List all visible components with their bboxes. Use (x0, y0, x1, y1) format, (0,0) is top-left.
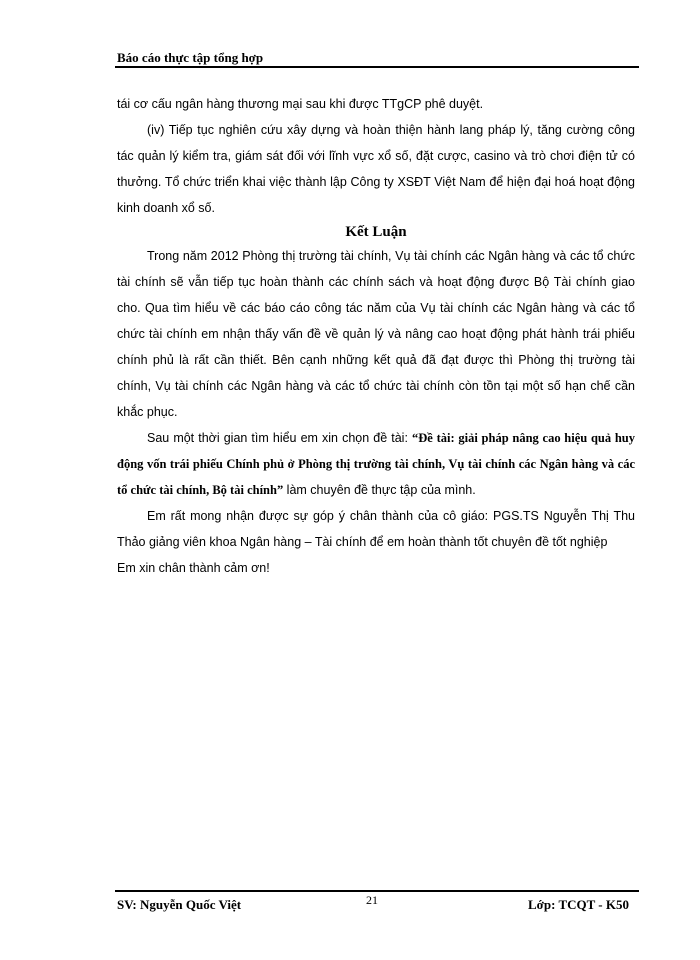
paragraph-topic (117, 425, 635, 503)
paragraph-conclusion: Trong năm 2012 Phòng thị trường tài chính, Vụ tài chính các Ngân hàng và các tổ chức tài chính sẽ vẫn tiếp tục hoàn thành các chính sách và hoạt động được Bộ Tài chính giao cho. Qua tìm hiểu về các báo cáo công tác năm của Vụ tài chính các Ngân hàng và các tổ chức tài chính em nhận thấy vấn đề về quản lý và nâng cao hoạt động phát hành trái phiếu chính phủ là rất cần thiết. Bên cạnh những kết quả đã đạt được thì Phòng thị trường tài chính, Vụ tài chính các Ngân hàng và các tổ chức tài chính còn tồn tại một số hạn chế cần khắc phục. (117, 249, 635, 419)
header-title: Báo cáo thực tập tổng hợp (117, 50, 264, 65)
document-body (117, 91, 635, 581)
footer-class: Lớp: TCQT - K50 (528, 897, 629, 912)
paragraph-advice: Em rất mong nhận được sự góp ý chân thành của cô giáo: PGS.TS Nguyễn Thị Thu Thảo giảng viên khoa Ngân hàng – Tài chính để em hoàn thành tốt chuyên đề tốt nghiệp (117, 509, 635, 549)
header-rule (115, 66, 639, 68)
footer-student: SV: Nguyễn Quốc Việt (117, 897, 242, 912)
topic-prefix: Sau một thời gian tìm hiểu em xin chọn đề tài: (147, 431, 413, 445)
paragraph-thanks: Em xin chân thành cảm ơn! (117, 561, 270, 575)
footer-rule (115, 890, 639, 892)
footer-page-number: 21 (366, 893, 378, 907)
section-heading: Kết Luận (345, 224, 407, 240)
paragraph-continuation: tái cơ cấu ngân hàng thương mại sau khi được TTgCP phê duyệt. (117, 97, 484, 111)
topic-suffix: làm chuyên đề thực tập của mình. (283, 483, 476, 497)
topic-title: “Đề tài: giải pháp nâng cao hiệu quả huy động vốn trái phiếu Chính phủ ở Phòng thị trường tài chính, Vụ tài chính các Ngân hàng và các tổ chức tài chính, Bộ tài chính” (117, 431, 636, 497)
paragraph-iv: (iv) Tiếp tục nghiên cứu xây dựng và hoàn thiện hành lang pháp lý, tăng cường công tác quản lý kiểm tra, giám sát đối với lĩnh vực xổ số, đặt cược, casino và trò chơi điện tử có thưởng. Tổ chức triển khai việc thành lập Công ty XSĐT Việt Nam để hiện đại hoá hoạt động kinh doanh xổ số. (117, 123, 635, 215)
